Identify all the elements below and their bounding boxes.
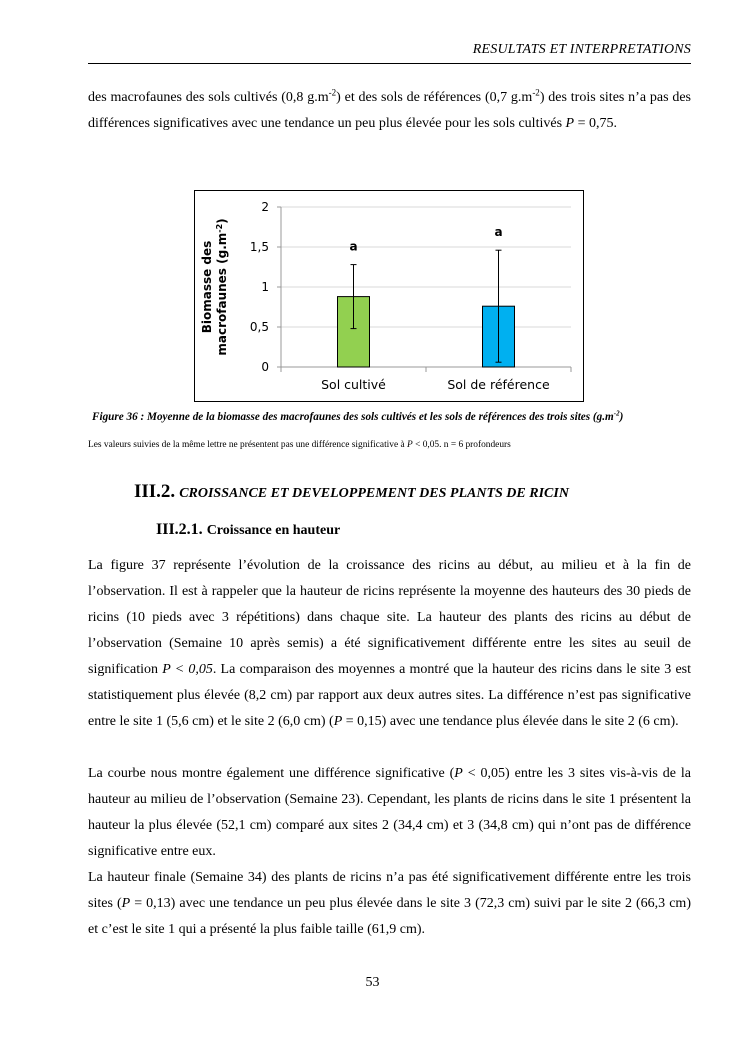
- chart-error-bars: [351, 250, 502, 362]
- caption-sup: -2: [613, 409, 620, 418]
- p3-text-2: < 0,05) entre les 3 sites vis-à-vis de la hauteur au milieu de l’observation (Semaine 23). Cependant, les plants de ricins dans le site 1 présentent la hauteur la plus élevée (52,1 cm) comparé aux sites 2 (34,4 cm) et 3 (34,8 cm) qui n’ont pas de différence significative entre eux.: [88, 766, 691, 859]
- intro-sup-2: -2: [532, 87, 540, 98]
- p4-text-1: La hauteur finale (Semaine 34) des plants de ricins n’a pas été significativement différente entre les trois sites (: [88, 870, 691, 911]
- page-number: 53: [365, 975, 380, 990]
- y-axis-label-unit: macrofaunes (g.m: [215, 232, 229, 356]
- chart-gridlines: [277, 207, 571, 372]
- y-axis-label-end: ): [215, 218, 229, 224]
- subsection-heading: [156, 521, 340, 539]
- y-tick-label: 0,5: [249, 320, 269, 334]
- figure-caption: [92, 411, 712, 423]
- y-axis-label-line1: Biomasse des: [200, 240, 214, 334]
- y-tick-label: 1: [261, 280, 269, 294]
- figure-note: [88, 440, 708, 450]
- p3-text-1: La courbe nous montre également une différence significative (: [88, 766, 455, 781]
- caption-end: ): [619, 411, 624, 423]
- significance-letter: a: [494, 225, 503, 240]
- growth-paragraph-1: [88, 553, 691, 735]
- growth-paragraph-2: [88, 761, 691, 865]
- x-tick-label: Sol de référence: [447, 377, 550, 392]
- intro-p-symbol: P: [565, 116, 575, 131]
- x-tick-label: Sol cultivé: [321, 377, 386, 392]
- chart-x-labels: [321, 377, 550, 392]
- y-tick-label: 0: [261, 360, 269, 374]
- section-title: CROISSANCE ET DEVELOPPEMENT DES PLANTS DE RICIN: [179, 486, 569, 501]
- y-axis-label-line2: [215, 218, 229, 355]
- bar-chart: [195, 191, 583, 401]
- intro-text-2: ) et des sols de références (0,7 g.m: [336, 90, 533, 105]
- note-text-1: Les valeurs suivies de la même lettre ne présentent pas une différence significative à: [88, 440, 407, 450]
- intro-paragraph: [88, 85, 691, 137]
- caption-text: Figure 36 : Moyenne de la biomasse des macrofaunes des sols cultivés et les sols de références des trois sites (g.m: [92, 411, 614, 423]
- p2-text-2: . La comparaison des moyennes a montré que la hauteur des ricins dans le site 3 est statistiquement plus élevée (8,2 cm) par rapport aux deux autres sites. La différence n’est pas significative entre le site 1 (5,6 cm) et le site 2 (6,0 cm) (: [88, 662, 691, 729]
- p2-text-1: La figure 37 représente l’évolution de la croissance des ricins au début, au milieu et à la fin de l’observation. Il est à rappeler que la hauteur de ricins représente la moyenne des hauteurs des 30 pieds de ricins (10 pieds avec 3 répétitions) dans chaque site. La hauteur des plants des ricins au début de l’observation (Semaine 10 après semis) a été significativement différente entre les sites au seuil de signification: [88, 558, 691, 677]
- running-header: RESULTATS ET INTERPRETATIONS: [472, 42, 691, 57]
- significance-letter: a: [349, 239, 358, 254]
- subsection-title: Croissance en hauteur: [206, 523, 341, 538]
- p3-italic-1: P: [454, 766, 463, 781]
- y-tick-label: 2: [261, 200, 269, 214]
- note-p-symbol: P: [406, 440, 413, 450]
- p4-text-2: = 0,13) avec une tendance un peu plus élevée dans le site 3 (72,3 cm) suivi par le site 2 (66,3 cm) et c’est le site 1 qui a présenté la plus faible taille (61,9 cm).: [88, 896, 691, 937]
- header-rule: [88, 63, 691, 64]
- p2-italic-2: P: [333, 714, 343, 729]
- intro-text-3: ) des trois sites n’a pas des différences significatives avec une tendance un peu plus élevée pour les sols cultivés: [88, 90, 692, 131]
- y-axis-label-sup: -2: [215, 223, 224, 233]
- p2-text-3: = 0,15) avec une tendance plus élevée dans le site 2 (6 cm).: [342, 714, 679, 729]
- intro-text-1: des macrofaunes des sols cultivés (0,8 g.m: [88, 90, 329, 105]
- p2-italic-1: P < 0,05: [162, 662, 213, 677]
- note-text-2: < 0,05. n = 6 profondeurs: [412, 440, 511, 450]
- bar-chart-figure: [194, 190, 584, 402]
- chart-bars: [338, 297, 515, 367]
- y-tick-label: 1,5: [249, 240, 269, 254]
- section-heading: [134, 481, 569, 503]
- subsection-number: III.2.1.: [156, 521, 203, 538]
- chart-y-ticks: [250, 200, 269, 374]
- chart-significance-letters: [349, 225, 502, 253]
- section-number: III.2.: [134, 481, 176, 502]
- growth-paragraph-3: [88, 865, 691, 943]
- p4-italic-1: P: [121, 896, 131, 911]
- intro-text-4: = 0,75.: [574, 116, 617, 131]
- intro-sup-1: -2: [328, 87, 337, 98]
